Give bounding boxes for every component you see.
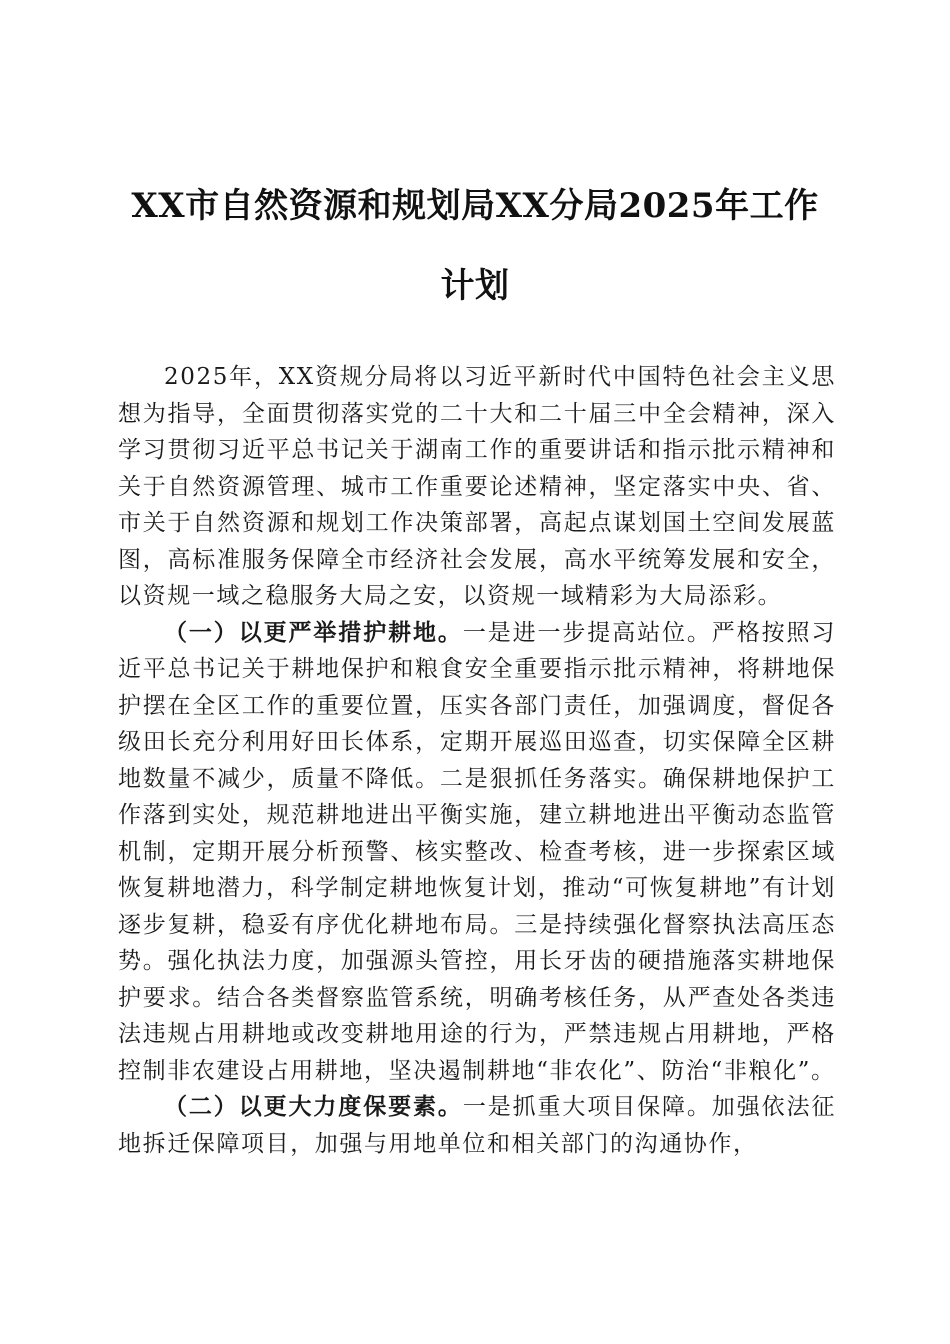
section-heading: （一）以更严举措护耕地。: [164, 618, 463, 646]
paragraph-section-2: [118, 1089, 836, 1162]
paragraph-text: 一是进一步提高站位。严格按照习近平总书记关于耕地保护和粮食安全重要指示批示精神，将耕地保护摆在全区工作的重要位置，压实各部门责任，加强调度，督促各级田长充分利用好田长体系，定期开展巡田巡查，切实保障全区耕地数量不减少，质量不降低。二是狠抓任务落实。确保耕地保护工作落到实处，规范耕地进出平衡实施，建立耕地进出平衡动态监管机制，定期开展分析预警、核实整改、检查考核，进一步探索区域恢复耕地潜力，科学制定耕地恢复计划，推动“可恢复耕地”有计划逐步复耕，稳妥有序优化耕地布局。三是持续强化督察执法高压态势。强化执法力度，加强源头管控，用长牙齿的硬措施落实耕地保护要求。结合各类督察监管系统，明确考核任务，从严查处各类违法违规占用耕地或改变耕地用途的行为，严禁违规占用耕地，严格控制非农建设占用耕地，坚决遏制耕地“非农化”、防治“非粮化”。: [118, 619, 837, 1084]
paragraph-intro: [118, 359, 836, 615]
title-line-1: XX市自然资源和规划局XX分局2025年工作: [131, 186, 819, 226]
document-title: [110, 166, 840, 326]
document-body: [118, 359, 836, 1162]
paragraph-text: 一是抓重大项目保障。加强依法征地拆迁保障项目，加强与用地单位和相关部门的沟通协作，: [118, 1094, 837, 1157]
title-line-2: 计划: [440, 266, 510, 306]
paragraph-text: 2025年，XX资规分局将以习近平新时代中国特色社会主义思想为指导，全面贯彻落实党的二十大和二十届三中全会精神，深入学习贯彻习近平总书记关于湖南工作的重要讲话和指示批示精神和关于自然资源管理、城市工作重要论述精神，坚定落实中央、省、市关于自然资源和规划工作决策部署，高起点谋划国土空间发展蓝图，高标准服务保障全市经济社会发展，高水平统筹发展和安全，以资规一域之稳服务大局之安，以资规一域精彩为大局添彩。: [118, 364, 836, 609]
paragraph-section-1: [118, 615, 836, 1090]
section-heading: （二）以更大力度保要素。: [164, 1093, 463, 1120]
